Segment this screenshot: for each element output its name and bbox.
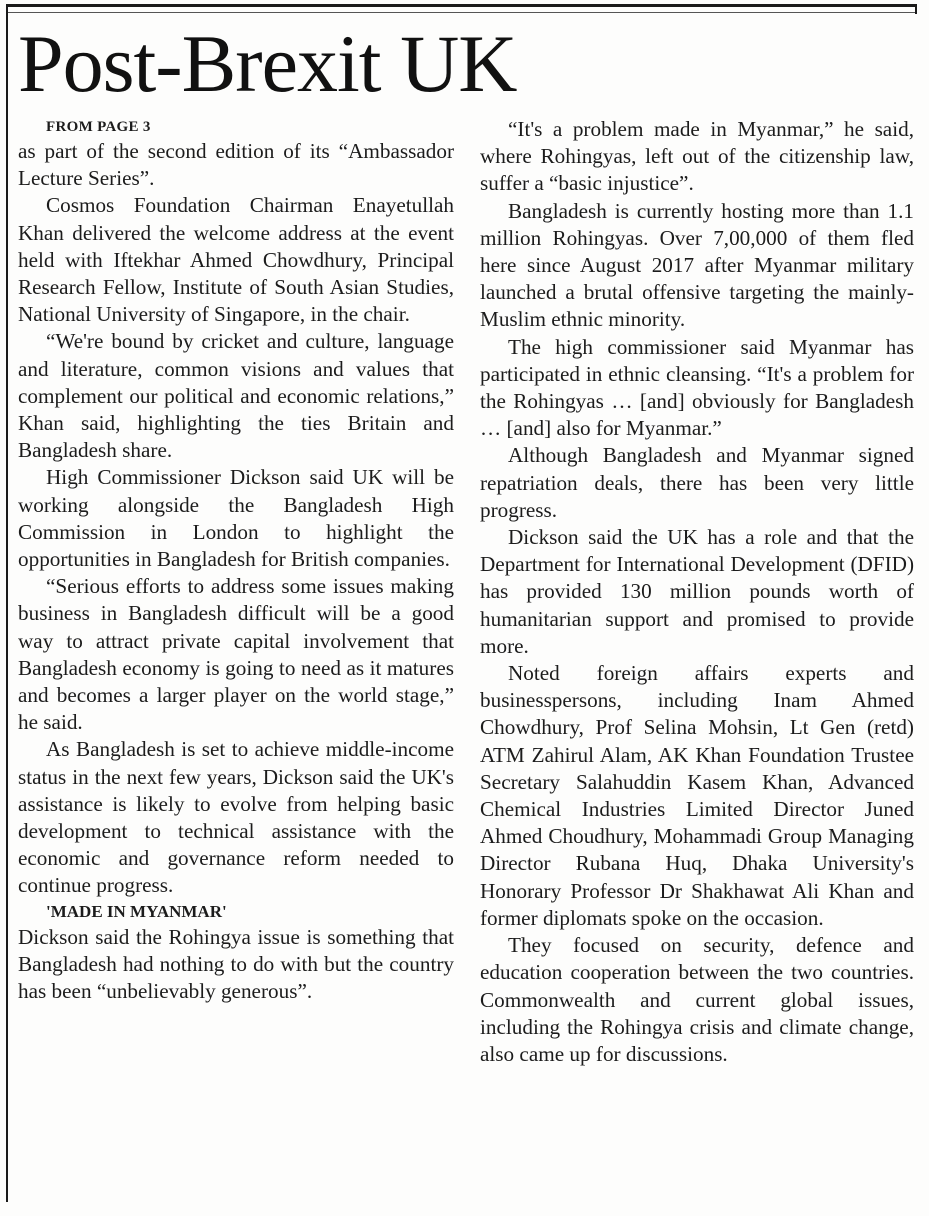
paragraph: As Bangladesh is set to achieve middle-income status in the next few years, Dickson said the UK's assistance is likely to evolve from helping basic development to technical assistance with the economic and governance reform needed to continue progress. [18, 737, 454, 898]
paragraph: “We're bound by cricket and culture, language and literature, common visions and values that complement our political and economic relations,” Khan said, highlighting the ties Britain and Bangladesh share. [18, 329, 454, 463]
paragraph: High Commissioner Dickson said UK will be working alongside the Bangladesh High Commission in London to highlight the opportunities in Bangladesh for British companies. [18, 465, 454, 572]
paragraph: Noted foreign affairs experts and businesspersons, including Inam Ahmed Chowdhury, Prof Selina Mohsin, Lt Gen (retd) ATM Zahirul Alam, AK Khan Foundation Trustee Secretary Salahuddin Kasem Khan, Advanced Chemical Industries Limited Director Juned Ahmed Choudhury, Mohammadi Group Managing Director Rubana Huq, Dhaka University's Honorary Professor Dr Shakhawat Ali Khan and former diplomats spoke on the occasion. [480, 661, 914, 930]
continued-from-kicker: FROM PAGE 3 [46, 119, 151, 135]
paragraph: Dickson said the UK has a role and that the Department for International Development (DFID) has provided 130 million pounds worth of humanitarian support and promised to provide more. [480, 525, 914, 658]
headline: Post-Brexit UK [18, 18, 517, 109]
paragraph: Although Bangladesh and Myanmar signed repatriation deals, there has been very little progress. [480, 443, 914, 522]
article-column-left [18, 116, 454, 1005]
paragraph: Dickson said the Rohingya issue is something that Bangladesh had nothing to do with but the country has been “unbelievably generous”. [18, 924, 454, 1004]
paragraph: The high commissioner said Myanmar has participated in ethnic cleansing. “It's a problem for the Rohingyas … [and] obviously for Bangladesh … [and] also for Myanmar.” [480, 334, 914, 441]
right-edge-rule [915, 4, 917, 14]
section-subhead: 'MADE IN MYANMAR' [46, 901, 227, 921]
paragraph: “Serious efforts to address some issues making business in Bangladesh difficult will be a good way to attract private capital involvement that Bangladesh economy is going to need as it matures and becomes a larger player on the world stage,” he said. [18, 574, 454, 735]
paragraph: “It's a problem made in Myanmar,” he said, where Rohingyas, left out of the citizenship law, suffer a “basic injustice”. [480, 117, 914, 196]
left-column-rule [6, 4, 8, 1202]
paragraph: Bangladesh is currently hosting more than 1.1 million Rohingyas. Over 7,00,000 of them fled here since August 2017 after Myanmar military launched a brutal offensive targeting the mainly-Muslim ethnic minority. [480, 198, 914, 332]
top-rule [6, 4, 917, 7]
paragraph: as part of the second edition of its “Ambassador Lecture Series”. [18, 139, 454, 191]
top-rule-thin [6, 12, 917, 13]
paragraph: Cosmos Foundation Chairman Enayetullah Khan delivered the welcome address at the event held with Iftekhar Ahmed Chowdhury, Principal Research Fellow, Institute of South Asian Studies, National University of Singapore, in the chair. [18, 193, 454, 327]
paragraph: They focused on security, defence and education cooperation between the two countries. Commonwealth and current global issues, including the Rohingya crisis and climate change, also came up for discussions. [480, 933, 914, 1066]
article-column-right [480, 116, 914, 1068]
